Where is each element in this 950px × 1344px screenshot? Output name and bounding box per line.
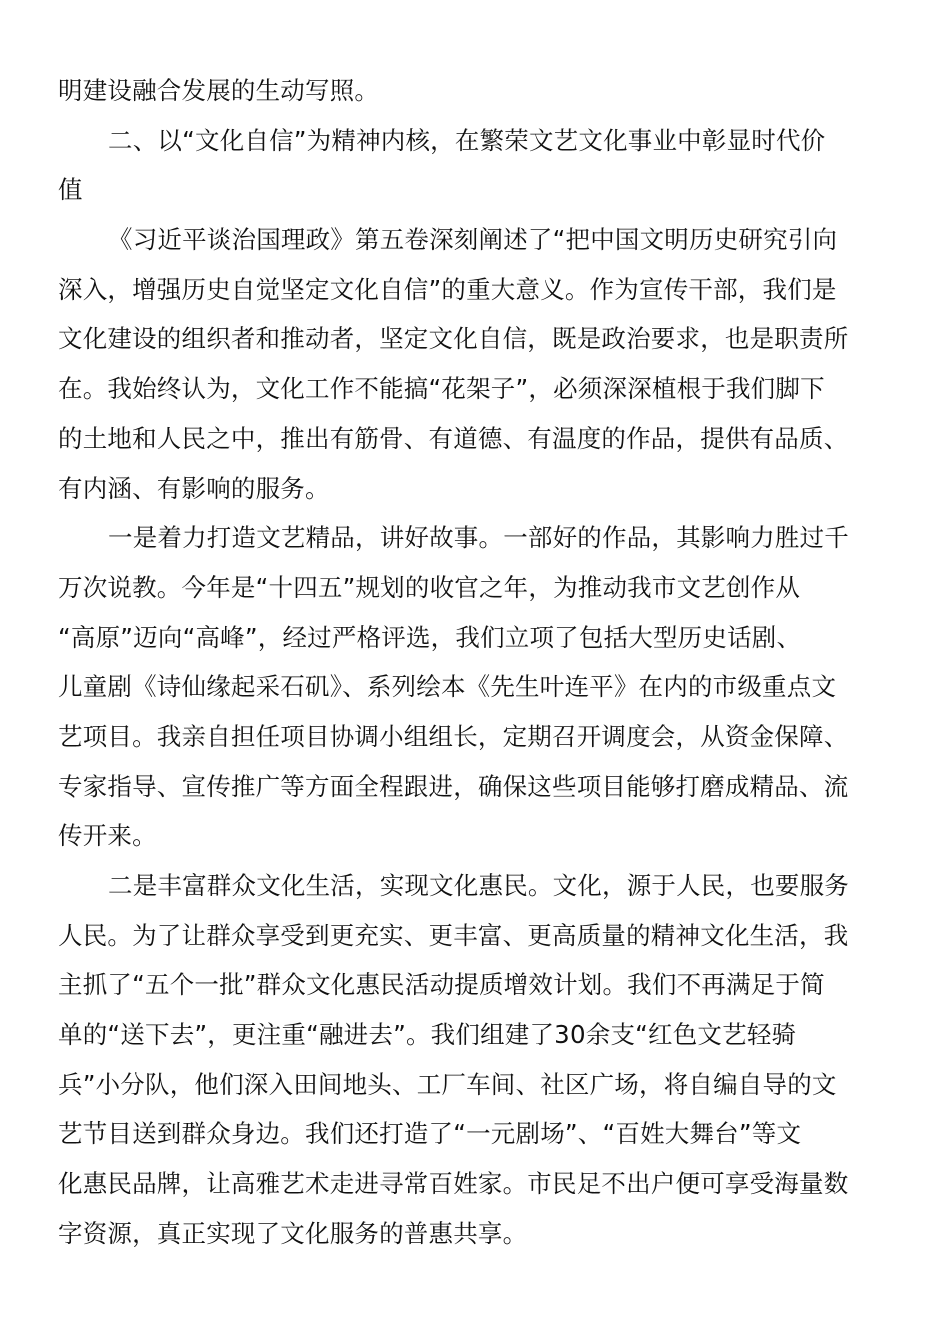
paragraph-line: 明建设融合发展的生动写照。 bbox=[58, 76, 380, 105]
paragraph-line: 专家指导、宣传推广等方面全程跟进，确保这些项目能够打磨成精品、流 bbox=[58, 771, 849, 801]
paragraph-line: 文化建设的组织者和推动者，坚定文化自信，既是政治要求，也是职责所 bbox=[58, 324, 849, 354]
paragraph-line: 传开来。 bbox=[58, 821, 157, 851]
paragraph-line: 单的“送下去”，更注重“融进去”。我们组建了30余支“红色文艺轻骑 bbox=[58, 1020, 797, 1050]
paragraph-line: 二是丰富群众文化生活，实现文化惠民。文化，源于人民，也要服务 bbox=[108, 871, 849, 900]
section-heading-line: 二、以“文化自信”为精神内核，在繁荣文艺文化事业中彰显时代价 bbox=[108, 125, 826, 155]
paragraph-line: 在。我始终认为，文化工作不能搞“花架子”，必须深深植根于我们脚下 bbox=[58, 374, 825, 404]
paragraph-line: 一是着力打造文艺精品，讲好故事。一部好的作品，其影响力胜过千 bbox=[108, 523, 849, 553]
paragraph-line: 主抓了“五个一批”群众文化惠民活动提质增效计划。我们不再满足于简 bbox=[58, 970, 825, 1000]
section-heading-line: 值 bbox=[58, 175, 83, 205]
paragraph-line: 儿童剧《诗仙缘起采石矶》、系列绘本《先生叶连平》在内的市级重点文 bbox=[58, 672, 837, 702]
paragraph-line: 兵”小分队，他们深入田间地头、工厂车间、社区广场，将自编自导的文 bbox=[58, 1069, 837, 1099]
paragraph-line: 艺节目送到群众身边。我们还打造了“一元剧场”、“百姓大舞台”等文 bbox=[58, 1119, 802, 1149]
paragraph-line: 字资源，真正实现了文化服务的普惠共享。 bbox=[58, 1218, 528, 1248]
paragraph-line: 人民。为了让群众享受到更充实、更丰富、更高质量的精神文化生活，我 bbox=[58, 920, 849, 950]
paragraph-line: 深入，增强历史自觉坚定文化自信”的重大意义。作为宣传干部，我们是 bbox=[58, 274, 837, 304]
paragraph-line: 的土地和人民之中，推出有筋骨、有道德、有温度的作品，提供有品质、 bbox=[58, 423, 849, 453]
paragraph-line: 万次说教。今年是“十四五”规划的收官之年，为推动我市文艺创作从 bbox=[58, 572, 801, 602]
paragraph-line: 艺项目。我亲自担任项目协调小组组长，定期召开调度会，从资金保障、 bbox=[58, 721, 849, 751]
paragraph-line: 有内涵、有影响的服务。 bbox=[58, 473, 330, 503]
paragraph-line: “高原”迈向“高峰”，经过严格评选，我们立项了包括大型历史话剧、 bbox=[58, 622, 802, 652]
paragraph-line: 化惠民品牌，让高雅艺术走进寻常百姓家。市民足不出户便可享受海量数 bbox=[58, 1169, 849, 1199]
document-page bbox=[58, 66, 878, 1259]
paragraph-line: 《习近平谈治国理政》第五卷深刻阐述了“把中国文明历史研究引向 bbox=[108, 225, 838, 255]
